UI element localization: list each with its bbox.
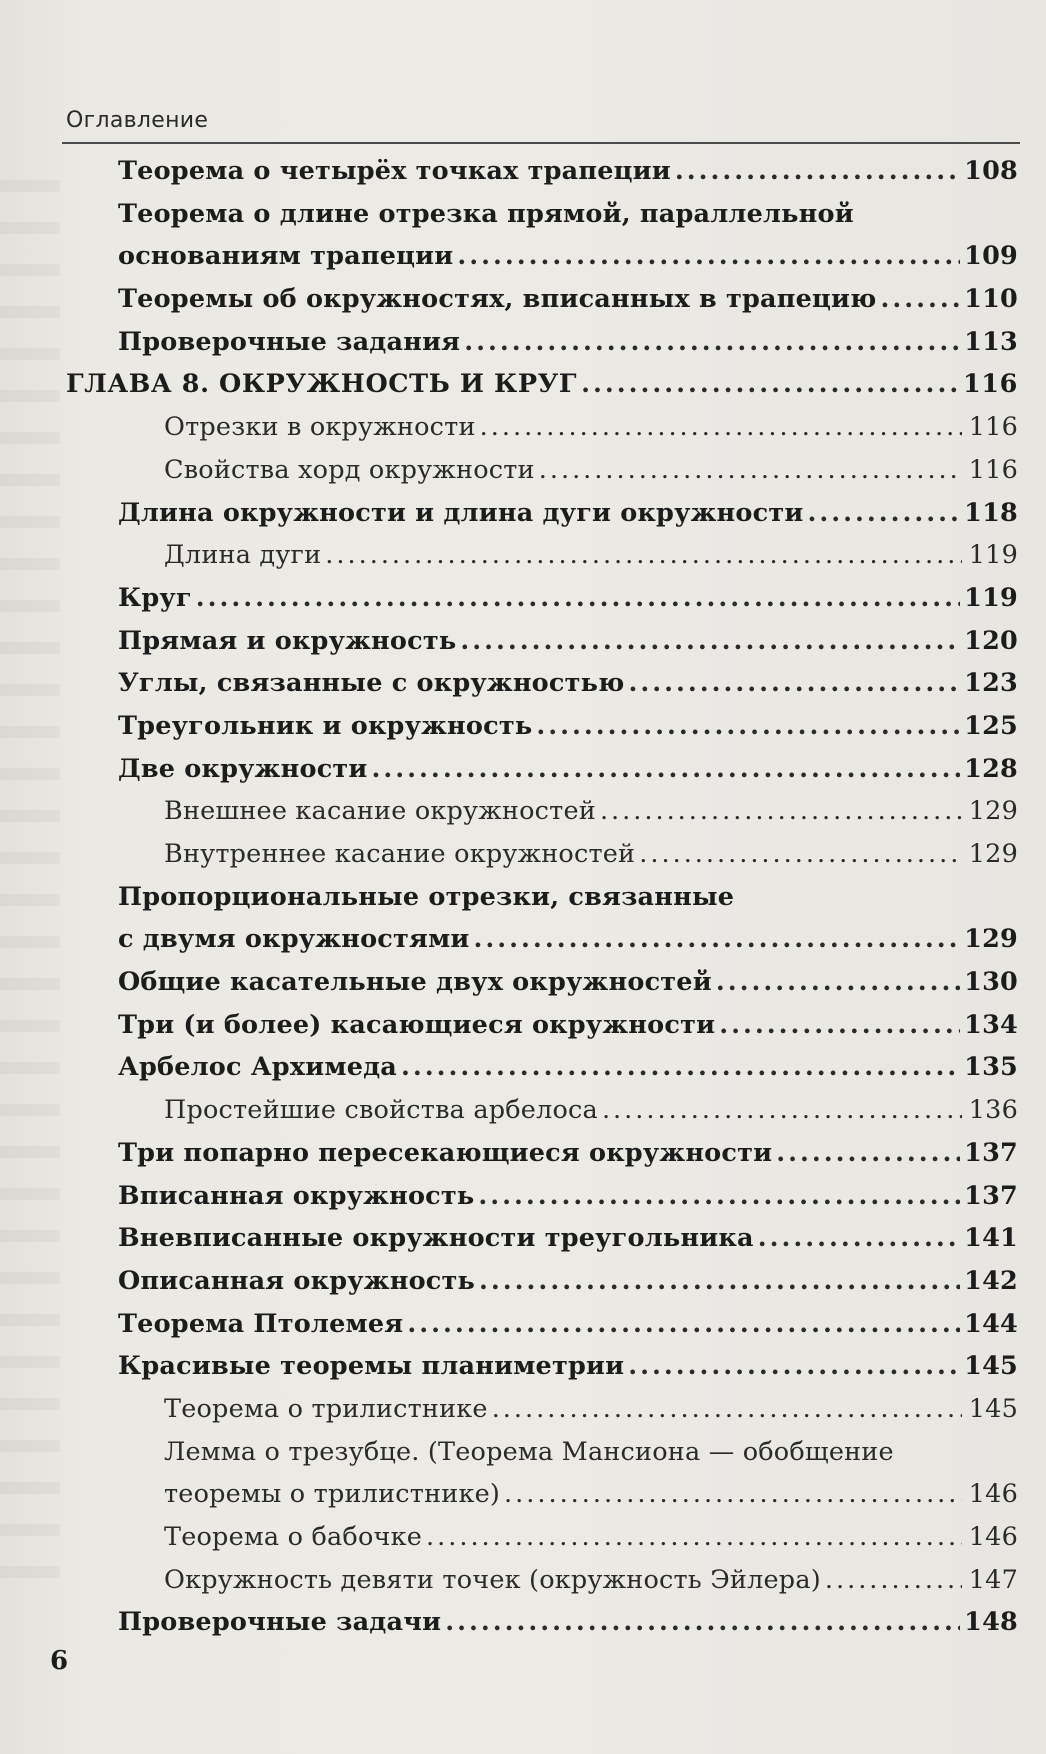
toc-entry [0, 662, 1046, 705]
running-head: Оглавление [66, 108, 209, 133]
toc-entry [0, 1345, 1046, 1388]
toc-dot-leader [776, 1132, 960, 1175]
toc-entry [0, 492, 1046, 535]
toc-entry [0, 1089, 1046, 1132]
toc-dot-leader [602, 1089, 962, 1132]
toc-entry-title: Внешнее касание окружностей [164, 796, 596, 827]
toc-entry [0, 1175, 1046, 1218]
toc-dot-leader [196, 577, 960, 620]
toc-dot-leader [460, 620, 960, 663]
toc-entry-line [118, 876, 1018, 919]
toc-entry-page: 116 [968, 412, 1018, 443]
toc-entry-page: 109 [964, 241, 1018, 272]
toc-entry-title: Две окружности [118, 753, 368, 784]
toc-entry-line [118, 1345, 1018, 1388]
toc-dot-leader [807, 492, 960, 535]
table-of-contents [0, 150, 1046, 1644]
toc-entry-line [118, 1260, 1018, 1303]
toc-entry-page: 110 [964, 284, 1018, 315]
toc-entry-page: 141 [964, 1223, 1018, 1254]
header-rule [62, 142, 1020, 144]
toc-dot-leader [492, 1388, 962, 1431]
toc-entry-title: Окружность девяти точек (окружность Эйлера) [164, 1564, 821, 1595]
toc-entry-title: с двумя окружностями [118, 924, 470, 955]
toc-dot-leader [716, 961, 960, 1004]
toc-entry-title: Проверочные задания [118, 326, 461, 357]
toc-entry-page: 147 [968, 1564, 1018, 1595]
toc-dot-leader [758, 1217, 960, 1260]
toc-entry-title: ГЛАВА 8. ОКРУЖНОСТЬ И КРУГ [66, 369, 578, 400]
toc-entry [0, 790, 1046, 833]
toc-entry [0, 1473, 1046, 1516]
toc-entry-line [118, 193, 1018, 236]
toc-dot-leader [325, 534, 962, 577]
toc-entry-page: 128 [964, 753, 1018, 784]
toc-entry-title: Лемма о трезубце. (Теорема Мансиона — обобщение [164, 1436, 894, 1467]
toc-entry-page: 130 [964, 967, 1018, 998]
toc-entry-title: Треугольник и окружность [118, 710, 533, 741]
toc-dot-leader [372, 748, 961, 791]
toc-entry-page: 137 [964, 1180, 1018, 1211]
toc-entry [0, 1516, 1046, 1559]
toc-entry-line [118, 1303, 1018, 1346]
toc-entry-page: 123 [964, 668, 1018, 699]
toc-entry-page: 129 [964, 924, 1018, 955]
toc-entry-line [164, 1089, 1018, 1132]
toc-entry-line [164, 1559, 1018, 1602]
toc-entry-line [118, 620, 1018, 663]
toc-dot-leader [479, 1260, 960, 1303]
toc-entry-line [118, 748, 1018, 791]
toc-entry [0, 193, 1046, 236]
toc-entry-line [118, 235, 1018, 278]
toc-dot-leader [426, 1516, 962, 1559]
toc-dot-leader [407, 1303, 960, 1346]
toc-entry-line [164, 833, 1018, 876]
toc-dot-leader [600, 790, 962, 833]
toc-dot-leader [628, 1345, 960, 1388]
toc-entry [0, 1004, 1046, 1047]
toc-entry [0, 705, 1046, 748]
toc-entry-line [118, 1601, 1018, 1644]
toc-entry-title: Проверочные задачи [118, 1607, 442, 1638]
toc-entry-line [118, 662, 1018, 705]
toc-entry [0, 1601, 1046, 1644]
toc-entry-title: Вписанная окружность [118, 1180, 475, 1211]
toc-entry-page: 145 [964, 1351, 1018, 1382]
toc-entry-page: 145 [968, 1393, 1018, 1424]
toc-dot-leader [445, 1601, 960, 1644]
toc-entry-line [164, 406, 1018, 449]
toc-entry-page: 136 [968, 1095, 1018, 1126]
toc-dot-leader [464, 321, 960, 364]
toc-entry [0, 1260, 1046, 1303]
toc-entry-title: Углы, связанные с окружностью [118, 668, 625, 699]
toc-entry [0, 620, 1046, 663]
toc-dot-leader [639, 833, 962, 876]
toc-entry-title: Вневписанные окружности треугольника [118, 1223, 754, 1254]
toc-entry-line [164, 790, 1018, 833]
toc-entry-title: Длина дуги [164, 540, 322, 571]
toc-entry-title: Теоремы об окружностях, вписанных в трапецию [118, 284, 877, 315]
toc-entry-line [118, 961, 1018, 1004]
toc-entry-title: Пропорциональные отрезки, связанные [118, 881, 735, 912]
toc-entry-title: Теорема о трилистнике [164, 1393, 488, 1424]
toc-entry-line [118, 918, 1018, 961]
toc-entry-line [164, 1473, 1018, 1516]
toc-entry [0, 961, 1046, 1004]
toc-entry-page: 148 [964, 1607, 1018, 1638]
toc-entry-page: 146 [968, 1479, 1018, 1510]
toc-entry-title: Три (и более) касающиеся окружности [118, 1009, 716, 1040]
toc-entry [0, 918, 1046, 961]
toc-entry [0, 1132, 1046, 1175]
toc-entry-line [118, 321, 1018, 364]
toc-entry-title: Общие касательные двух окружностей [118, 967, 712, 998]
toc-entry-title: Теорема о четырёх точках трапеции [118, 156, 671, 186]
toc-entry-page: 119 [964, 582, 1018, 613]
toc-entry-line [118, 1217, 1018, 1260]
toc-entry-line [66, 363, 1018, 406]
toc-entry-page: 113 [964, 326, 1018, 357]
toc-entry-title: Отрезки в окружности [164, 412, 476, 443]
toc-entry-page: 116 [968, 454, 1018, 485]
toc-entry-page: 135 [964, 1052, 1018, 1083]
toc-entry [0, 1217, 1046, 1260]
toc-dot-leader [881, 278, 961, 321]
toc-entry [0, 748, 1046, 791]
toc-dot-leader [474, 918, 961, 961]
page-number: 6 [50, 1646, 69, 1676]
toc-entry-line [164, 449, 1018, 492]
toc-entry-page: 116 [962, 369, 1018, 400]
toc-entry [0, 363, 1046, 406]
toc-entry-title: Теорема Птолемея [118, 1308, 404, 1339]
toc-entry-page: 137 [964, 1137, 1018, 1168]
toc-entry-page: 125 [964, 710, 1018, 741]
toc-entry-page: 119 [968, 540, 1018, 571]
toc-dot-leader [457, 235, 960, 278]
toc-entry-line [118, 492, 1018, 535]
toc-entry-page: 142 [964, 1265, 1018, 1296]
toc-entry [0, 406, 1046, 449]
toc-entry-page: 144 [964, 1308, 1018, 1339]
toc-dot-leader [539, 449, 962, 492]
toc-entry-line [118, 150, 1018, 193]
toc-entry-page: 146 [968, 1522, 1018, 1552]
toc-dot-leader [581, 363, 959, 406]
toc-entry-line [118, 1046, 1018, 1089]
toc-entry-page: 134 [964, 1009, 1018, 1040]
toc-entry-title: Красивые теоремы планиметрии [118, 1351, 625, 1382]
toc-entry-line [118, 705, 1018, 748]
toc-entry-title: Внутреннее касание окружностей [164, 839, 636, 869]
toc-entry-title: Свойства хорд окружности [164, 454, 535, 485]
toc-entry-line [164, 1431, 1018, 1474]
toc-entry [0, 321, 1046, 364]
toc-dot-leader [480, 406, 962, 449]
toc-entry-title: Длина окружности и длина дуги окружности [118, 497, 804, 528]
toc-entry [0, 876, 1046, 919]
toc-entry-title: Теорема о бабочке [164, 1522, 423, 1552]
toc-entry-line [118, 1132, 1018, 1175]
toc-entry-title: теоремы о трилистнике) [164, 1479, 501, 1510]
toc-entry-title: Прямая и окружность [118, 625, 457, 656]
toc-dot-leader [504, 1473, 962, 1516]
toc-entry-page: 108 [964, 156, 1018, 186]
toc-entry-title: Теорема о длине отрезка прямой, параллельной [118, 198, 854, 229]
toc-entry [0, 577, 1046, 620]
toc-dot-leader [401, 1046, 960, 1089]
toc-entry-line [118, 1004, 1018, 1047]
toc-entry [0, 278, 1046, 321]
toc-entry [0, 833, 1046, 876]
toc-entry [0, 1559, 1046, 1602]
toc-entry-title: Три попарно пересекающиеся окружности [118, 1137, 773, 1168]
toc-entry-line [118, 577, 1018, 620]
toc-dot-leader [478, 1175, 960, 1218]
toc-entry [0, 1046, 1046, 1089]
toc-dot-leader [628, 662, 960, 705]
toc-entry-page: 120 [964, 625, 1018, 656]
toc-entry-line [164, 534, 1018, 577]
toc-entry-line [164, 1388, 1018, 1431]
toc-dot-leader [825, 1559, 962, 1602]
toc-entry [0, 1388, 1046, 1431]
toc-dot-leader [536, 705, 960, 748]
toc-entry-title: Круг [118, 582, 192, 613]
toc-entry [0, 1431, 1046, 1474]
toc-entry-page: 129 [968, 796, 1018, 827]
toc-entry-line [164, 1516, 1018, 1559]
toc-entry [0, 150, 1046, 193]
toc-entry [0, 1303, 1046, 1346]
toc-dot-leader [675, 150, 960, 193]
toc-entry-title: Арбелос Архимеда [118, 1052, 398, 1083]
toc-entry [0, 534, 1046, 577]
toc-entry-line [118, 1175, 1018, 1218]
toc-entry-title: Описанная окружность [118, 1265, 476, 1296]
toc-entry [0, 449, 1046, 492]
toc-entry [0, 235, 1046, 278]
toc-entry-line [118, 278, 1018, 321]
toc-entry-title: Простейшие свойства арбелоса [164, 1095, 598, 1126]
toc-entry-page: 129 [968, 839, 1018, 869]
toc-entry-title: основаниям трапеции [118, 241, 454, 272]
toc-dot-leader [719, 1004, 960, 1047]
toc-entry-page: 118 [964, 497, 1018, 528]
